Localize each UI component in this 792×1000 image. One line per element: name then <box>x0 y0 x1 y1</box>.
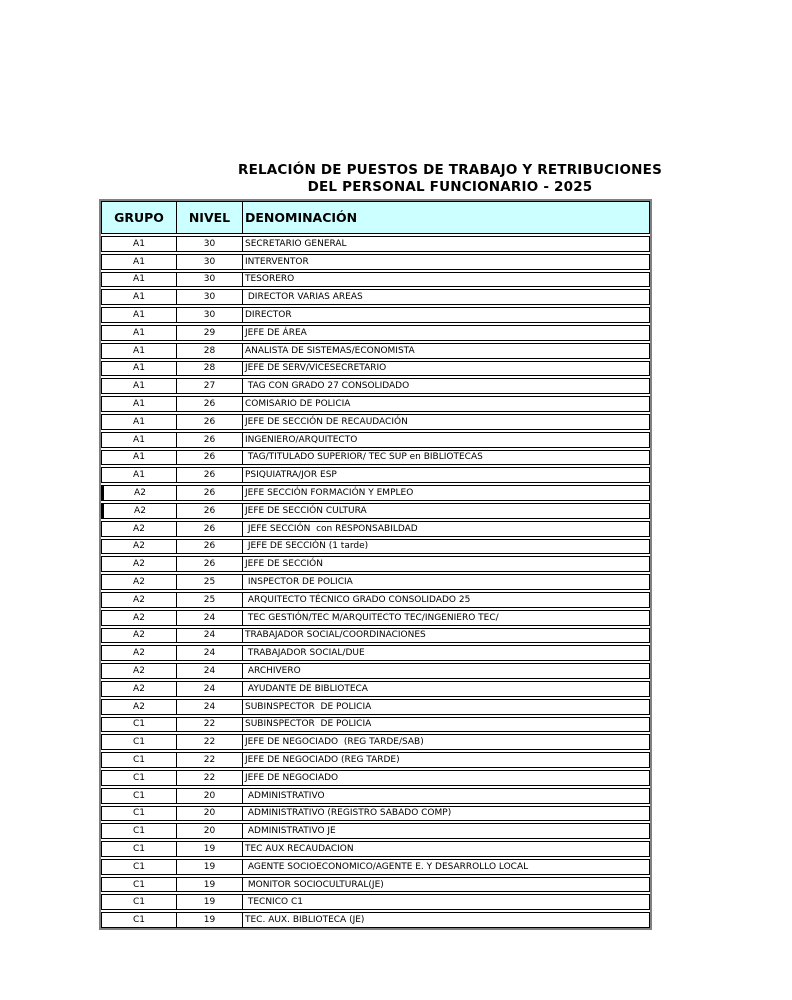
cell-denominacion: SUBINSPECTOR DE POLICIA <box>243 717 650 733</box>
table-row <box>101 539 650 555</box>
cell-grupo: A1 <box>101 307 177 323</box>
cell-denominacion: ARCHIVERO <box>243 663 650 679</box>
cell-grupo: A2 <box>101 521 177 537</box>
cell-grupo: A2 <box>101 556 177 572</box>
table-row <box>101 254 650 270</box>
cell-grupo: A1 <box>101 378 177 394</box>
cell-nivel: 22 <box>177 717 243 733</box>
cell-denominacion: ADMINISTRATIVO JE <box>243 823 650 839</box>
table-row <box>101 485 650 501</box>
cell-denominacion: COMISARIO DE POLICIA <box>243 396 650 412</box>
table-row <box>101 645 650 661</box>
cell-nivel: 19 <box>177 859 243 875</box>
cell-nivel: 26 <box>177 467 243 483</box>
cell-nivel: 28 <box>177 343 243 359</box>
cell-nivel: 26 <box>177 414 243 430</box>
cell-grupo: A2 <box>101 663 177 679</box>
table-row <box>101 859 650 875</box>
table-row <box>101 841 650 857</box>
cell-denominacion: SUBINSPECTOR DE POLICIA <box>243 699 650 715</box>
positions-table <box>99 199 652 930</box>
cell-nivel: 26 <box>177 556 243 572</box>
cell-nivel: 26 <box>177 503 243 519</box>
cell-grupo: C1 <box>101 752 177 768</box>
table-row <box>101 717 650 733</box>
cell-nivel: 22 <box>177 734 243 750</box>
cell-nivel: 26 <box>177 485 243 501</box>
table-row <box>101 414 650 430</box>
table-row <box>101 236 650 252</box>
cell-nivel: 26 <box>177 450 243 466</box>
cell-grupo: C1 <box>101 841 177 857</box>
cell-denominacion: JEFE SECCIÓN con RESPONSABILDAD <box>243 521 650 537</box>
cell-denominacion: AGENTE SOCIOECONOMICO/AGENTE E. Y DESARROLLO LOCAL <box>243 859 650 875</box>
cell-nivel: 20 <box>177 788 243 804</box>
cell-denominacion: TRABAJADOR SOCIAL/DUE <box>243 645 650 661</box>
cell-denominacion: PSIQUIATRA/JOR ESP <box>243 467 650 483</box>
cell-grupo: A2 <box>101 503 177 519</box>
cell-nivel: 19 <box>177 912 243 928</box>
table-row <box>101 912 650 928</box>
table-row <box>101 503 650 519</box>
cell-grupo: A2 <box>101 539 177 555</box>
cell-nivel: 25 <box>177 574 243 590</box>
table-row <box>101 770 650 786</box>
table-row <box>101 289 650 305</box>
cell-denominacion: JEFE SECCIÓN FORMACIÓN Y EMPLEO <box>243 485 650 501</box>
cell-nivel: 22 <box>177 752 243 768</box>
cell-denominacion: JEFE DE SECCIÓN CULTURA <box>243 503 650 519</box>
cell-nivel: 30 <box>177 272 243 288</box>
page-title <box>100 162 792 196</box>
cell-nivel: 30 <box>177 289 243 305</box>
cell-nivel: 24 <box>177 699 243 715</box>
cell-grupo: A1 <box>101 432 177 448</box>
table-row <box>101 343 650 359</box>
cell-denominacion: TRABAJADOR SOCIAL/COORDINACIONES <box>243 628 650 644</box>
table-row <box>101 307 650 323</box>
cell-denominacion: TAG/TITULADO SUPERIOR/ TEC SUP en BIBLIOTECAS <box>243 450 650 466</box>
cell-nivel: 26 <box>177 539 243 555</box>
table-row <box>101 467 650 483</box>
cell-grupo: C1 <box>101 806 177 822</box>
cell-denominacion: INSPECTOR DE POLICIA <box>243 574 650 590</box>
cell-nivel: 26 <box>177 432 243 448</box>
cell-grupo: C1 <box>101 717 177 733</box>
table-row <box>101 628 650 644</box>
cell-nivel: 24 <box>177 610 243 626</box>
cell-nivel: 24 <box>177 628 243 644</box>
table-row <box>101 396 650 412</box>
table-row <box>101 610 650 626</box>
cell-nivel: 30 <box>177 236 243 252</box>
cell-nivel: 28 <box>177 361 243 377</box>
table-row <box>101 752 650 768</box>
page-title-line2: DEL PERSONAL FUNCIONARIO - 2025 <box>307 179 593 195</box>
table-row <box>101 877 650 893</box>
cell-grupo: C1 <box>101 823 177 839</box>
cell-denominacion: JEFE DE ÁREA <box>243 325 650 341</box>
cell-grupo: A2 <box>101 645 177 661</box>
table-row <box>101 823 650 839</box>
cell-denominacion: JEFE DE SECCIÓN (1 tarde) <box>243 539 650 555</box>
cell-grupo: A2 <box>101 699 177 715</box>
table-header-row <box>101 201 650 234</box>
table-row <box>101 574 650 590</box>
cell-denominacion: JEFE DE SECCIÓN <box>243 556 650 572</box>
cell-grupo: A1 <box>101 236 177 252</box>
table-row <box>101 734 650 750</box>
cell-nivel: 19 <box>177 841 243 857</box>
cell-denominacion: DIRECTOR <box>243 307 650 323</box>
cell-nivel: 20 <box>177 823 243 839</box>
cell-grupo: C1 <box>101 912 177 928</box>
cell-denominacion: JEFE DE NEGOCIADO (REG TARDE) <box>243 752 650 768</box>
cell-denominacion: SECRETARIO GENERAL <box>243 236 650 252</box>
cell-denominacion: MONITOR SOCIOCULTURAL(JE) <box>243 877 650 893</box>
cell-nivel: 29 <box>177 325 243 341</box>
cell-denominacion: DIRECTOR VARIAS AREAS <box>243 289 650 305</box>
cell-nivel: 19 <box>177 894 243 910</box>
cell-nivel: 30 <box>177 307 243 323</box>
cell-grupo: A1 <box>101 450 177 466</box>
cell-denominacion: TECNICO C1 <box>243 894 650 910</box>
cell-denominacion: ARQUITECTO TÉCNICO GRADO CONSOLIDADO 25 <box>243 592 650 608</box>
cell-nivel: 24 <box>177 681 243 697</box>
table-row <box>101 699 650 715</box>
page-title-line1: RELACIÓN DE PUESTOS DE TRABAJO Y RETRIBUCIONES <box>237 162 663 178</box>
cell-grupo: A1 <box>101 361 177 377</box>
cell-grupo: C1 <box>101 770 177 786</box>
cell-nivel: 26 <box>177 521 243 537</box>
column-header-denominacion: DENOMINACIÓN <box>243 201 650 234</box>
table-row <box>101 521 650 537</box>
cell-grupo: C1 <box>101 894 177 910</box>
column-header-nivel: NIVEL <box>177 201 243 234</box>
cell-nivel: 26 <box>177 396 243 412</box>
table-body <box>101 236 650 928</box>
cell-denominacion: INGENIERO/ARQUITECTO <box>243 432 650 448</box>
table-row <box>101 272 650 288</box>
cell-denominacion: JEFE DE NEGOCIADO (REG TARDE/SAB) <box>243 734 650 750</box>
cell-nivel: 30 <box>177 254 243 270</box>
cell-nivel: 27 <box>177 378 243 394</box>
cell-grupo: A1 <box>101 467 177 483</box>
cell-denominacion: ANALISTA DE SISTEMAS/ECONOMISTA <box>243 343 650 359</box>
cell-grupo: A2 <box>101 628 177 644</box>
table-row <box>101 325 650 341</box>
table-row <box>101 450 650 466</box>
cell-grupo: A2 <box>101 681 177 697</box>
cell-denominacion: AYUDANTE DE BIBLIOTECA <box>243 681 650 697</box>
cell-grupo: A1 <box>101 325 177 341</box>
column-header-grupo: GRUPO <box>101 201 177 234</box>
table-row <box>101 432 650 448</box>
cell-denominacion: JEFE DE NEGOCIADO <box>243 770 650 786</box>
cell-grupo: A1 <box>101 396 177 412</box>
cell-denominacion: TEC. AUX. BIBLIOTECA (JE) <box>243 912 650 928</box>
cell-nivel: 20 <box>177 806 243 822</box>
cell-denominacion: TEC GESTIÓN/TEC M/ARQUITECTO TEC/INGENIERO TEC/ <box>243 610 650 626</box>
cell-grupo: C1 <box>101 788 177 804</box>
cell-nivel: 22 <box>177 770 243 786</box>
cell-denominacion: ADMINISTRATIVO (REGISTRO SABADO COMP) <box>243 806 650 822</box>
cell-grupo: C1 <box>101 734 177 750</box>
cell-grupo: A1 <box>101 414 177 430</box>
cell-denominacion: TAG CON GRADO 27 CONSOLIDADO <box>243 378 650 394</box>
cell-denominacion: TEC AUX RECAUDACION <box>243 841 650 857</box>
table-row <box>101 361 650 377</box>
table-row <box>101 556 650 572</box>
cell-nivel: 25 <box>177 592 243 608</box>
cell-grupo: A1 <box>101 254 177 270</box>
table-row <box>101 681 650 697</box>
table-row <box>101 663 650 679</box>
cell-nivel: 24 <box>177 663 243 679</box>
table-row <box>101 592 650 608</box>
table-row <box>101 806 650 822</box>
cell-grupo: A1 <box>101 272 177 288</box>
cell-grupo: A1 <box>101 289 177 305</box>
cell-grupo: C1 <box>101 859 177 875</box>
cell-grupo: A2 <box>101 485 177 501</box>
table-row <box>101 894 650 910</box>
cell-grupo: A2 <box>101 610 177 626</box>
cell-nivel: 19 <box>177 877 243 893</box>
cell-denominacion: JEFE DE SECCIÓN DE RECAUDACIÓN <box>243 414 650 430</box>
cell-nivel: 24 <box>177 645 243 661</box>
cell-denominacion: ADMINISTRATIVO <box>243 788 650 804</box>
table-row <box>101 788 650 804</box>
cell-denominacion: JEFE DE SERV/VICESECRETARIO <box>243 361 650 377</box>
table-row <box>101 378 650 394</box>
cell-grupo: C1 <box>101 877 177 893</box>
cell-denominacion: INTERVENTOR <box>243 254 650 270</box>
cell-grupo: A2 <box>101 592 177 608</box>
cell-denominacion: TESORERO <box>243 272 650 288</box>
cell-grupo: A1 <box>101 343 177 359</box>
cell-grupo: A2 <box>101 574 177 590</box>
